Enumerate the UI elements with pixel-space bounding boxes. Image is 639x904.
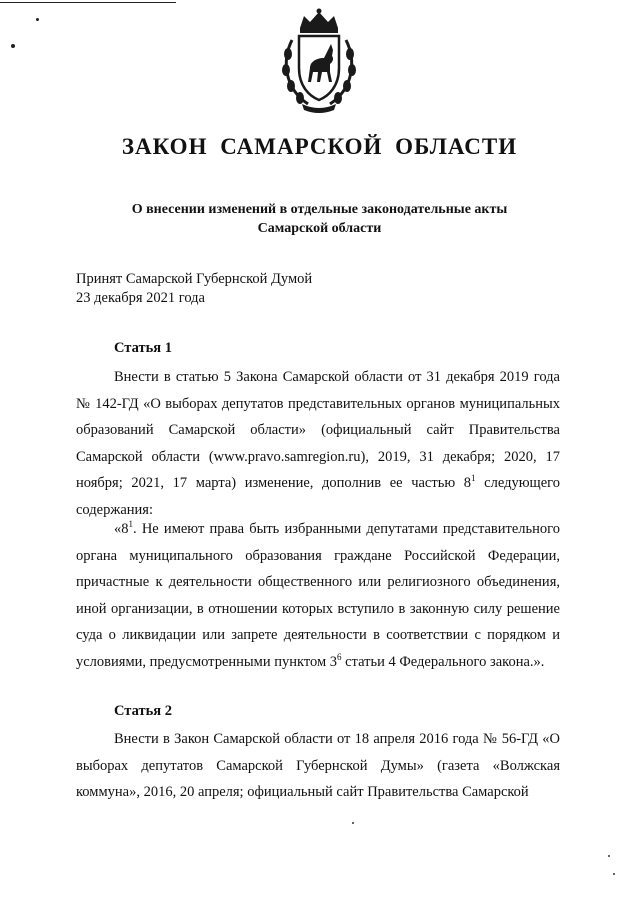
article-2-heading: Статья 2 [114, 703, 172, 719]
scan-speck [352, 822, 354, 824]
superscript: 1 [471, 473, 476, 483]
document-subtitle [60, 200, 579, 238]
article-1-heading: Статья 1 [114, 340, 172, 356]
article-1-paragraph [76, 364, 560, 523]
subtitle-line: О внесении изменений в отдельные законодательные акты [131, 202, 508, 217]
quoted-text-tail: статьи 4 Федерального закона.». [341, 653, 545, 670]
quote-lead: «8 [114, 521, 129, 537]
article-1-quoted-paragraph [76, 516, 560, 675]
superscript: 1 [128, 519, 133, 529]
adoption-date: 23 декабря 2021 года [76, 290, 205, 306]
scan-speck [36, 18, 39, 21]
scan-speck [608, 855, 610, 857]
adoption-body: Принят Самарской Губернской Думой [76, 271, 313, 287]
scan-speck [613, 873, 615, 875]
top-border-line [0, 2, 176, 3]
quoted-text: . Не имеют права быть избранными депутатами представительного органа муниципального образования граждане Российской Федерации, причастные к деятельности общественного или религиозного объединения, иной организации, в отношении которых вступило в законную силу решение суда о ликвидации или запрете деятельности в соответствии с порядком и условиями, предусмотренными пунктом 3 [76, 521, 560, 670]
article-2-paragraph: Внести в Закон Самарской области от 18 апреля 2016 года № 56-ГД «О выборах депутатов Самарской Губернской Думы» (газета «Волжская коммуна», 2016, 20 апреля; официальный сайт Правительства Самарской [76, 731, 560, 800]
article-1-text: Внести в статью 5 Закона Самарской области от 31 декабря 2019 года № 142-ГД «О выборах депутатов представительных органов муниципальных образований Самарской области» (официальный сайт Правительства Самарской области (www.pravo.samregion.ru), 2019, 31 декабря; 2020, 17 ноября; 2021, 17 марта) изменение, дополнив ее частью 8 [76, 369, 560, 491]
samara-coat-of-arms-emblem [278, 6, 360, 114]
superscript: 6 [337, 651, 342, 662]
article-1-text-tail: следующего содержания: [76, 475, 560, 518]
adoption-note [76, 270, 312, 308]
subtitle-line: Самарской области [257, 221, 382, 236]
scan-speck [11, 44, 15, 48]
document-title: ЗАКОН САМАРСКОЙ ОБЛАСТИ [121, 134, 518, 159]
